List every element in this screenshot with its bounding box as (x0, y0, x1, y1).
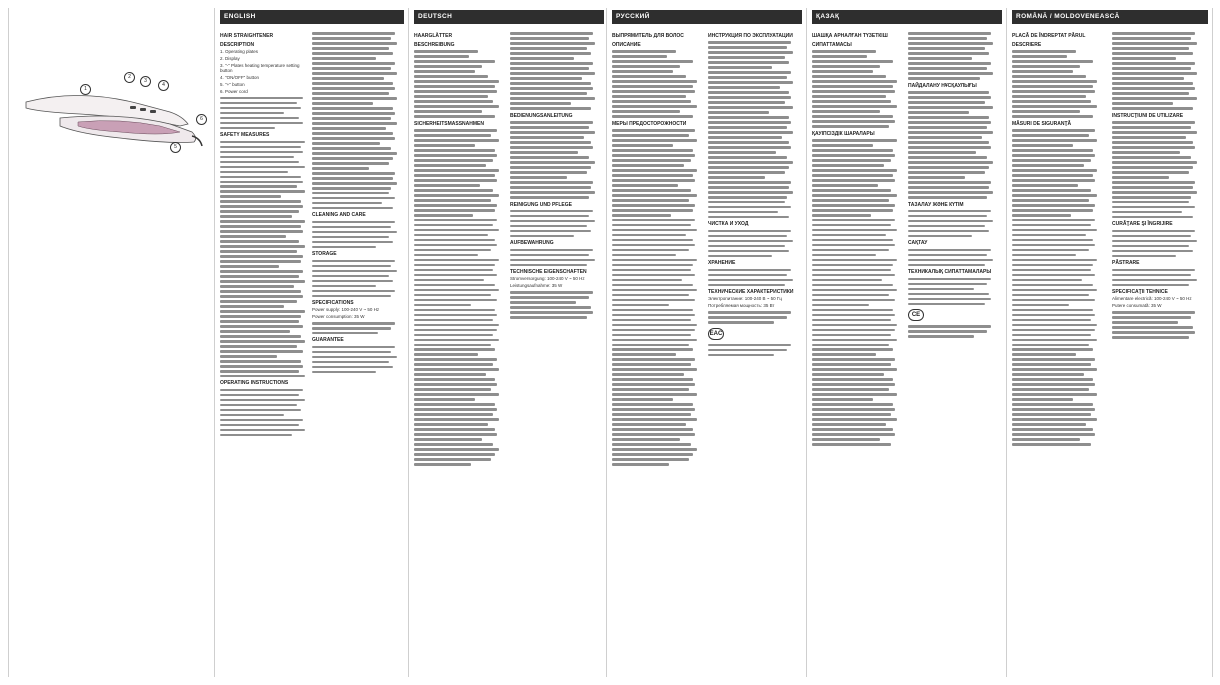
english-care-heading: CLEANING AND CARE (312, 212, 366, 219)
deutsch-specs-supply: Stromversorgung: 100-240 V ~ 50 Hz (510, 276, 585, 282)
english-safety-heading: SAFETY MEASURES (220, 132, 270, 139)
romanian-section (1012, 10, 1208, 665)
deutsch-operation-heading: BEDIENUNGSANLEITUNG (510, 112, 573, 119)
russian-product-title: ВЫПРЯМИТЕЛЬ ДЛЯ ВОЛОС (612, 33, 684, 39)
english-col-b (312, 30, 404, 376)
deutsch-storage-heading: AUFBEWAHRUNG (510, 240, 554, 247)
russian-specs-supply: Электропитание: 100-240 В ~ 50 Гц (708, 296, 782, 302)
english-part-6: 6. Power cord (220, 88, 248, 94)
romanian-operation-heading: INSTRUCŢIUNI DE UTILIZARE (1112, 112, 1184, 119)
deutsch-header: DEUTSCH (414, 10, 604, 24)
fold-line-2 (408, 8, 409, 677)
romanian-description-heading: DESCRIERE (1012, 42, 1042, 48)
deutsch-product-title: HAARGLÄTTER (414, 33, 453, 39)
fold-line-4 (806, 8, 807, 677)
romanian-product-title: PLACĂ DE ÎNDREPTAT PĂRUL (1012, 33, 1086, 39)
russian-col-b (708, 30, 800, 359)
eac-conformity-icon: EAC (708, 328, 724, 340)
hair-straightener-illustration (20, 60, 210, 180)
russian-operation-heading: ИНСТРУКЦИЯ ПО ЭКСПЛУАТАЦИИ (708, 33, 793, 39)
english-section (220, 10, 404, 665)
kazakh-care-heading: ТАЗАЛАУ ЖӘНЕ КҮТІМ (908, 201, 964, 208)
deutsch-description-heading: BESCHREIBUNG (414, 42, 455, 48)
deutsch-safety-heading: SICHERHEITSMASSNAHMEN (414, 120, 485, 127)
english-part-3: 3. "-" Plates heating temperature setting button (220, 62, 300, 74)
english-part-4: 4. "ON/OFF" button (220, 75, 259, 81)
deutsch-col-b (510, 30, 602, 321)
english-specs-supply: Power supply: 100-240 V ~ 50 Hz (312, 307, 380, 313)
device-illustration (20, 60, 210, 180)
romanian-col-a (1012, 30, 1104, 448)
english-col-a (220, 30, 312, 439)
deutsch-section (414, 10, 604, 665)
deutsch-col-a (414, 30, 506, 468)
english-part-1: 1. Operating plates (220, 49, 259, 54)
english-specs-heading: SPECIFICATIONS (312, 300, 354, 307)
kazakh-header: ҚАЗАҚ (812, 10, 1002, 24)
russian-specs-power: Потребляемая мощность: 35 Вт (708, 303, 775, 309)
russian-storage-heading: ХРАНЕНИЕ (708, 260, 736, 267)
russian-description-heading: ОПИСАНИЕ (612, 42, 641, 48)
fold-line-1 (214, 8, 215, 677)
kazakh-description-heading: СИПАТТАМАСЫ (812, 42, 852, 48)
callout-5: 5 (170, 142, 181, 153)
english-part-5: 5. "+" button (220, 82, 245, 88)
english-product-title: HAIR STRAIGHTENER (220, 33, 274, 39)
left-trim-line (8, 8, 9, 677)
russian-section (612, 10, 802, 665)
kazakh-col-b (908, 30, 1000, 340)
russian-col-a (612, 30, 704, 468)
callout-4: 4 (158, 80, 169, 91)
russian-header: РУССКИЙ (612, 10, 802, 24)
deutsch-specs-heading: TECHNISCHE EIGENSCHAFTEN (510, 269, 587, 276)
english-storage-heading: STORAGE (312, 251, 337, 258)
callout-2: 2 (124, 72, 135, 83)
russian-care-heading: ЧИСТКА И УХОД (708, 221, 749, 228)
english-guarantee-heading: GUARANTEE (312, 337, 344, 344)
kazakh-safety-heading: ҚАУІПСІЗДІК ШАРАЛАРЫ (812, 130, 875, 137)
romanian-care-heading: CURĂŢARE ŞI ÎNGRIJIRE (1112, 221, 1173, 228)
english-description-heading: DESCRIPTION (220, 42, 255, 48)
callout-3: 3 (140, 76, 151, 87)
russian-specs-heading: ТЕХНИЧЕСКИЕ ХАРАКТЕРИСТИКИ (708, 289, 794, 296)
fold-line-3 (606, 8, 607, 677)
english-specs-power: Power consumption: 35 W (312, 314, 365, 320)
callout-1: 1 (80, 84, 91, 95)
kazakh-col-a (812, 30, 904, 448)
romanian-safety-heading: MĂSURI DE SIGURANŢĂ (1012, 120, 1072, 127)
romanian-specs-supply: Alimentare electrică: 100-240 V ~ 50 Hz (1112, 296, 1192, 302)
deutsch-specs-power: Leistungsaufnahme: 35 W (510, 283, 563, 289)
english-part-2: 2. Display (220, 55, 240, 61)
romanian-specs-heading: SPECIFICAŢII TEHNICE (1112, 289, 1168, 296)
fold-line-5 (1006, 8, 1007, 677)
kazakh-storage-heading: САҚТАУ (908, 240, 928, 247)
romanian-storage-heading: PĂSTRARE (1112, 260, 1140, 267)
kazakh-specs-heading: ТЕХНИКАЛЫҚ СИПАТТАМАЛАРЫ (908, 269, 992, 276)
kazakh-product-title: ШАШҚА АРНАЛҒАН ТҮЗЕТКІШ (812, 33, 888, 39)
callout-6: 6 (196, 114, 207, 125)
deutsch-care-heading: REINIGUNG UND PFLEGE (510, 201, 572, 208)
russian-safety-heading: МЕРЫ ПРЕДОСТОРОЖНОСТИ (612, 120, 687, 127)
kazakh-section (812, 10, 1002, 665)
romanian-specs-power: Putere consumată: 35 W (1112, 303, 1162, 309)
english-operation-heading: OPERATING INSTRUCTIONS (220, 380, 289, 387)
english-header: ENGLISH (220, 10, 404, 24)
kazakh-operation-heading: ПАЙДАЛАНУ НҰСҚАУЛЫҒЫ (908, 82, 977, 89)
ce-mark-icon: CE (908, 309, 924, 321)
right-trim-line (1212, 8, 1213, 677)
romanian-header: ROMÂNĂ / MOLDOVENEASCĂ (1012, 10, 1208, 24)
romanian-col-b (1112, 30, 1204, 341)
